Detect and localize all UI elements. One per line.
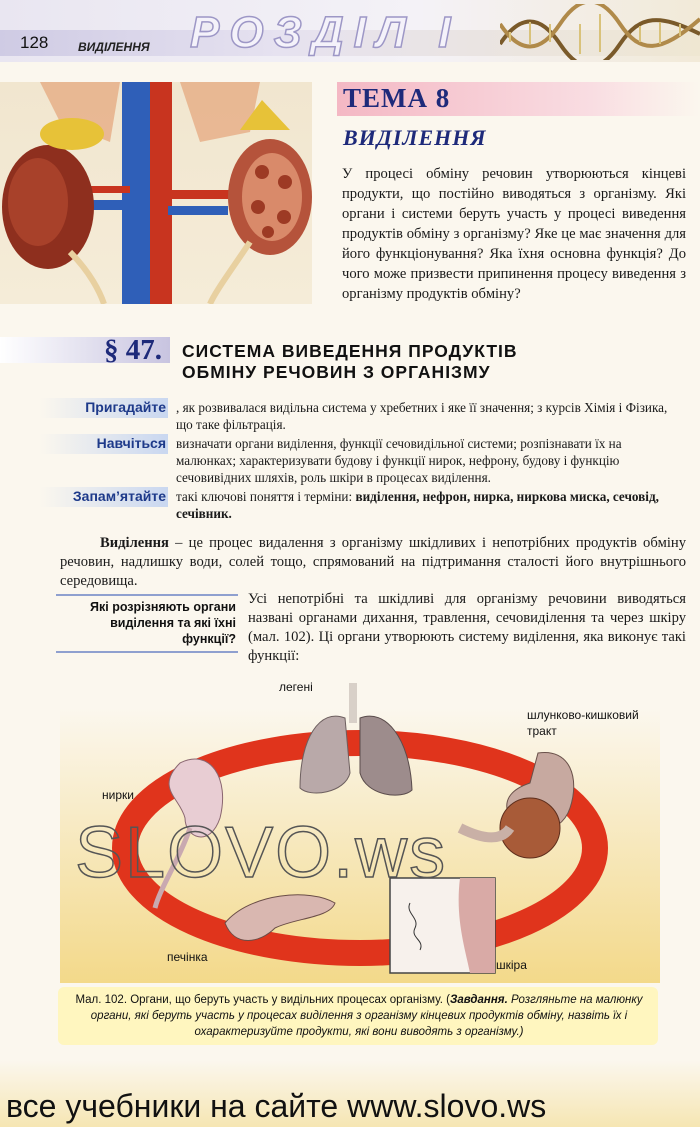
remember-prefix: такі ключові поняття і терміни: [176, 489, 356, 504]
label-gi-tract-line2: тракт [527, 724, 557, 738]
recall-text: , як розвивалася видільна система у хребетних і яке її значення; з курсів Хімія і Фізика, що таке фільтрація. [176, 400, 668, 432]
caption-lead: Мал. 102. Органи, що беруть участь у видільних процесах організму. ( [75, 994, 450, 1006]
caption-task: Завдання. [449, 994, 508, 1006]
paragraph-title-line2: ОБМІНУ РЕЧОВИН З ОРГАНІЗМУ [182, 362, 491, 382]
remember-tag: Запам’ятайте [72, 488, 166, 504]
remember-text [176, 488, 681, 522]
topic-label: ТЕМА 8 [343, 83, 451, 113]
label-kidneys: нирки [102, 788, 134, 802]
learn-text: визначати органи виділення, функції сечовидільної системи; розпізнавати їх на малюнках; характеризувати будову і функції нирок, нефрону, будову і функцію сечовивідних шляхів, роль шкіри в процесах виділення. [176, 436, 622, 485]
label-gi-tract-line1: шлунково-кишковий [527, 708, 639, 722]
topic-intro: У процесі обміну речовин утворюються кінцеві продукти, що постійно виводяться з організму. Які органи і системи беруть участь у процесі виведення продуктів обміну з організму? Яке це має значення для його функціонування? Яка їхня основна функція? До чого може призвести припинення процесу виведення з організму продуктів обміну? [342, 166, 686, 302]
question-divider-top [56, 594, 238, 596]
dna-decoration-image [500, 4, 700, 60]
footer-site-text: все учебники на сайте www.slovo.ws [6, 1088, 547, 1124]
section-word: РОЗДІЛ І [190, 8, 461, 57]
label-skin: шкіра [496, 958, 527, 972]
question-divider-bottom [56, 651, 238, 653]
topic-title: ВИДІЛЕННЯ [343, 125, 487, 150]
kidney-anatomy-image [0, 82, 312, 304]
label-liver: печінка [167, 950, 208, 964]
page-number: 128 [20, 33, 49, 52]
paragraph-number: § 47. [104, 334, 162, 366]
caption-rest: Розгляньте на малюнку органи, які беруть участь у процесах виділення з організму кінцевих продуктів обміну, назвіть їх і охарактеризуйте продукти, які вони виводять з організму.) [90, 994, 643, 1038]
side-question: Які розрізняють органи виділення та які їхні функції? [90, 600, 236, 646]
remember-terms: виділення, нефрон, нирка, ниркова миска, сечовід, сечівник. [176, 489, 659, 521]
definition-paragraph [60, 534, 686, 591]
header-chapter-label: ВИДІЛЕННЯ [78, 40, 150, 54]
kidney-illustration [0, 82, 312, 304]
recall-tag: Пригадайте [85, 399, 166, 415]
paragraph-title [182, 341, 682, 383]
organs-paragraph: Усі непотрібні та шкідливі для організму речовини виводяться названі органами дихання, травлення, сечовиділення та через шкіру (мал. 102). Ці органи утворюють систему виділення, яка виконує такі функції: [248, 591, 686, 664]
watermark: SLOVO.ws [75, 813, 448, 893]
definition-term: Виділення [100, 535, 169, 551]
paragraph-title-line1: СИСТЕМА ВИВЕДЕННЯ ПРОДУКТІВ [182, 341, 518, 361]
learn-tag: Навчіться [96, 435, 166, 451]
label-lungs: легені [279, 680, 313, 694]
definition-text: – це процес видалення з організму шкідливих і непотрібних продуктів обміну речовин, надлишку води, солей тощо, спрямований на підтримання сталості його внутрішнього середовища. [60, 535, 686, 589]
figure-caption [64, 992, 654, 1040]
